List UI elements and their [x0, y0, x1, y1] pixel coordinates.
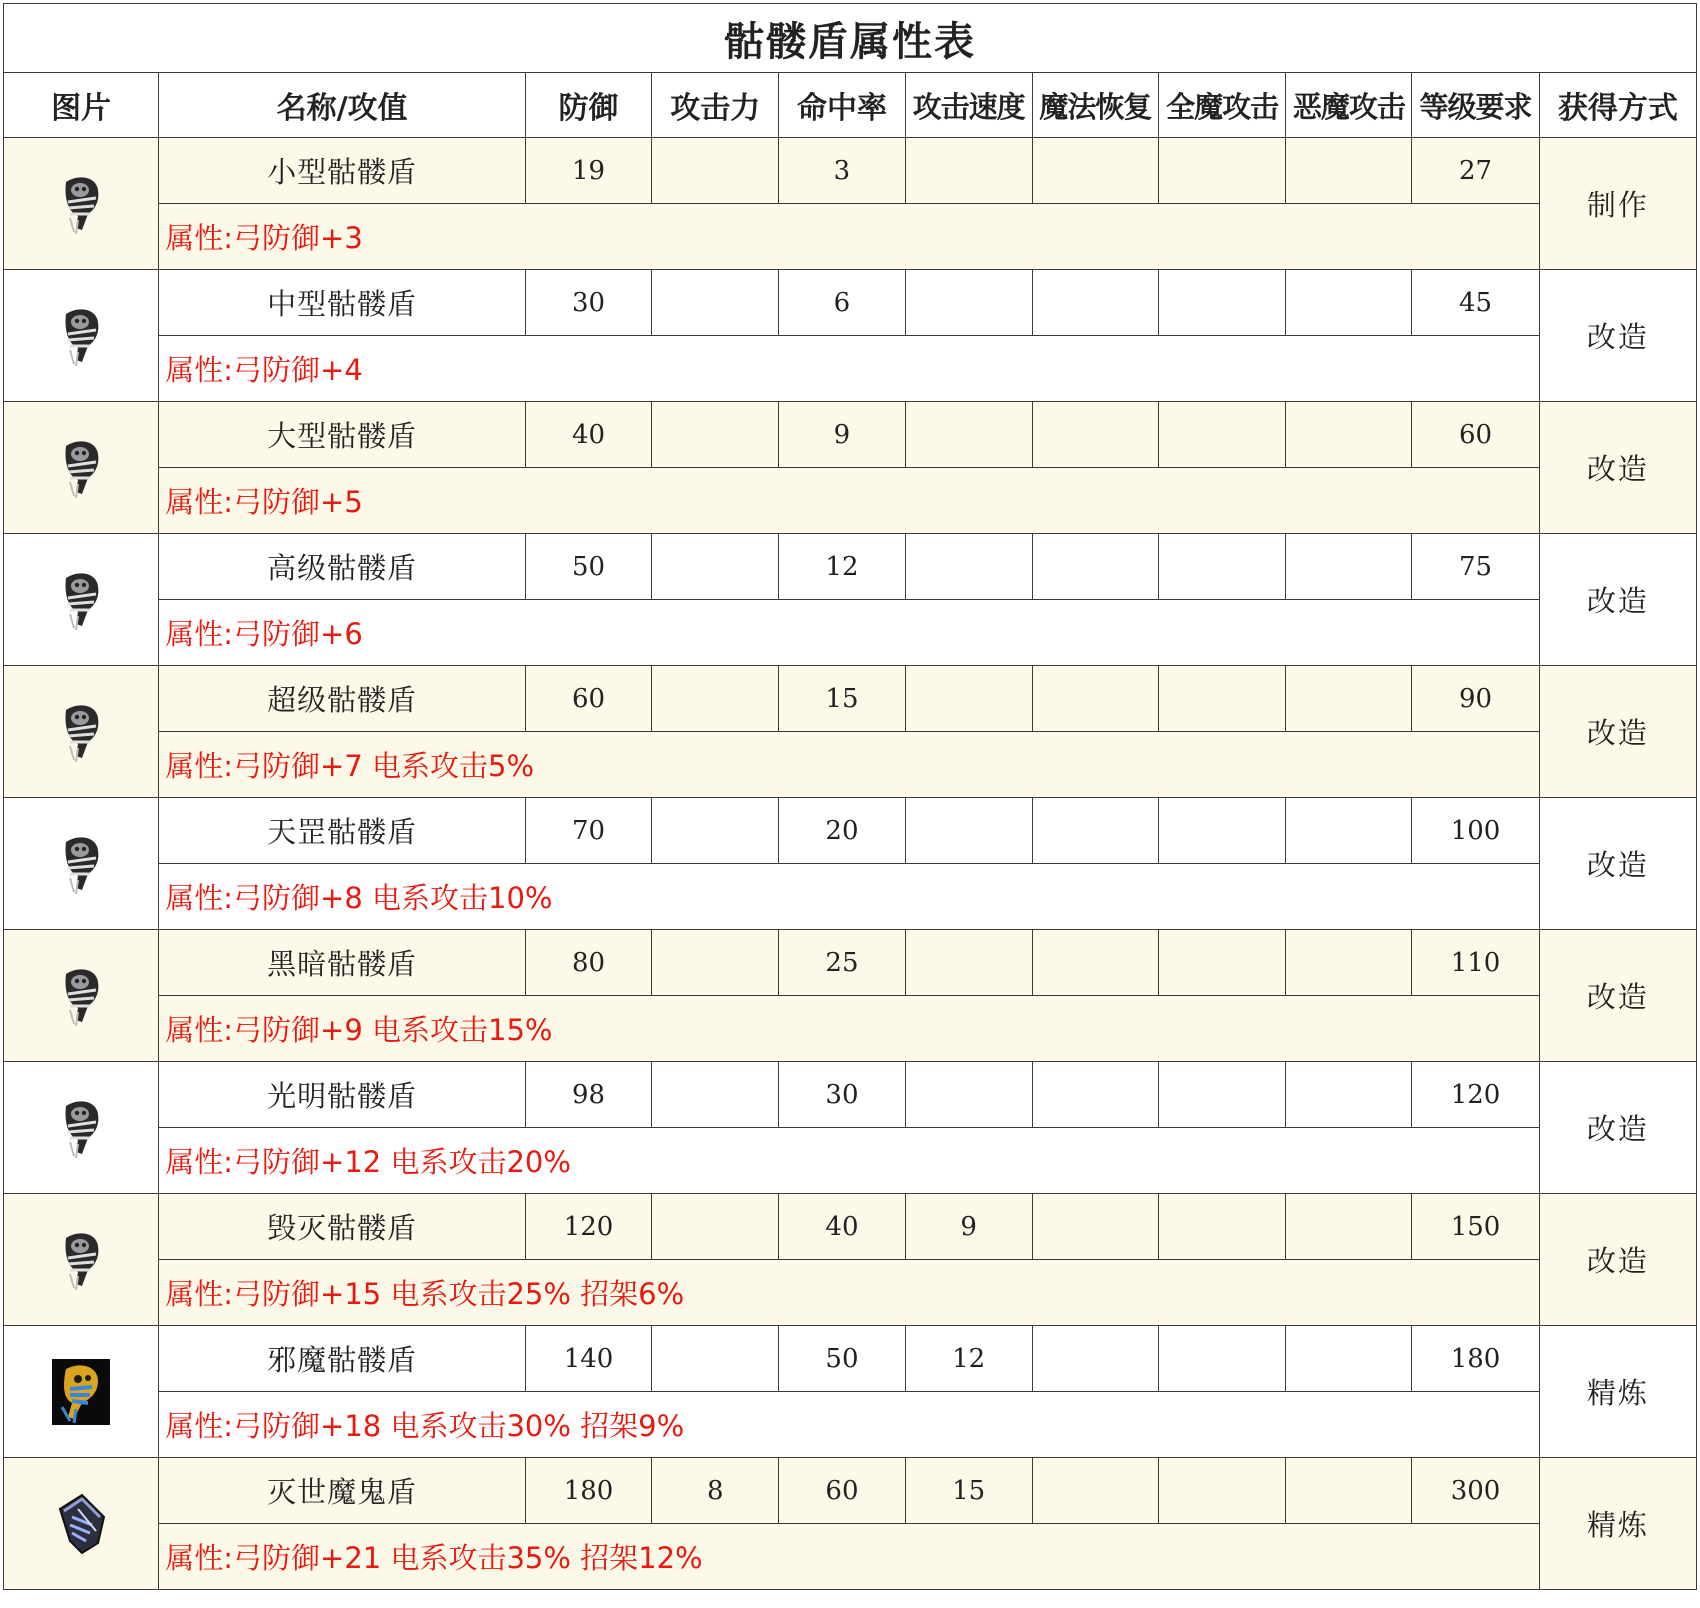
mana-regen-cell [1032, 798, 1158, 864]
mana-regen-cell [1032, 534, 1158, 600]
attack-cell [652, 1194, 779, 1260]
attack-speed-cell [905, 930, 1032, 996]
table-row [4, 666, 1697, 732]
level-cell: 180 [1412, 1326, 1539, 1392]
item-name: 小型骷髅盾 [159, 138, 526, 204]
header-all-magic: 全魔攻击 [1159, 73, 1286, 138]
demon-attack-cell [1286, 930, 1412, 996]
skull-shield-icon [56, 848, 106, 878]
header-image: 图片 [4, 73, 159, 138]
header-defense: 防御 [525, 73, 651, 138]
level-cell: 120 [1412, 1062, 1539, 1128]
defense-cell: 19 [525, 138, 651, 204]
attribute-row [4, 1128, 1697, 1194]
level-cell: 90 [1412, 666, 1539, 732]
demon-shield-icon [52, 1508, 110, 1538]
mana-regen-cell [1032, 1458, 1158, 1524]
attack-cell [652, 138, 779, 204]
item-attributes: 属性:弓防御+21 电系攻击35% 招架12% [159, 1524, 1539, 1590]
item-image-cell [4, 1326, 159, 1458]
item-image-cell [4, 666, 159, 798]
attack-cell [652, 1062, 779, 1128]
mana-regen-cell [1032, 1194, 1158, 1260]
obtain-method: 精炼 [1539, 1326, 1696, 1458]
header-attack-speed: 攻击速度 [905, 73, 1032, 138]
header-level-req: 等级要求 [1412, 73, 1539, 138]
item-image-cell [4, 534, 159, 666]
item-attributes: 属性:弓防御+3 [159, 204, 1539, 270]
all-magic-cell [1159, 1326, 1286, 1392]
skull-shield-icon [56, 188, 106, 218]
level-cell: 75 [1412, 534, 1539, 600]
obtain-method: 改造 [1539, 270, 1696, 402]
level-cell: 110 [1412, 930, 1539, 996]
defense-cell: 70 [525, 798, 651, 864]
all-magic-cell [1159, 666, 1286, 732]
hit-cell: 30 [779, 1062, 905, 1128]
attack-speed-cell [905, 798, 1032, 864]
item-image-cell [4, 930, 159, 1062]
attack-speed-cell [905, 402, 1032, 468]
item-image-cell [4, 1062, 159, 1194]
item-attributes: 属性:弓防御+12 电系攻击20% [159, 1128, 1539, 1194]
skull-shield-icon [56, 320, 106, 350]
all-magic-cell [1159, 270, 1286, 336]
attribute-row [4, 1260, 1697, 1326]
level-cell: 27 [1412, 138, 1539, 204]
header-demon-attack: 恶魔攻击 [1286, 73, 1412, 138]
level-cell: 150 [1412, 1194, 1539, 1260]
obtain-method: 精炼 [1539, 1458, 1696, 1590]
all-magic-cell [1159, 402, 1286, 468]
demon-attack-cell [1286, 1062, 1412, 1128]
item-attributes: 属性:弓防御+5 [159, 468, 1539, 534]
attribute-row [4, 600, 1697, 666]
table-row [4, 534, 1697, 600]
mana-regen-cell [1032, 666, 1158, 732]
all-magic-cell [1159, 138, 1286, 204]
item-attributes: 属性:弓防御+4 [159, 336, 1539, 402]
table-title: 骷髅盾属性表 [4, 4, 1697, 73]
skull-shield-icon [56, 1244, 106, 1274]
hit-cell: 9 [779, 402, 905, 468]
attribute-row [4, 1392, 1697, 1458]
mana-regen-cell [1032, 138, 1158, 204]
evil-skull-shield-icon [52, 1376, 110, 1406]
item-name: 中型骷髅盾 [159, 270, 526, 336]
attack-speed-cell: 9 [905, 1194, 1032, 1260]
defense-cell: 60 [525, 666, 651, 732]
all-magic-cell [1159, 1062, 1286, 1128]
table-row [4, 798, 1697, 864]
item-image-cell [4, 798, 159, 930]
obtain-method: 改造 [1539, 666, 1696, 798]
defense-cell: 40 [525, 402, 651, 468]
table-row [4, 1458, 1697, 1524]
attack-speed-cell [905, 138, 1032, 204]
hit-cell: 40 [779, 1194, 905, 1260]
table-row [4, 402, 1697, 468]
attack-cell [652, 798, 779, 864]
item-image-cell [4, 402, 159, 534]
hit-cell: 3 [779, 138, 905, 204]
obtain-method: 改造 [1539, 798, 1696, 930]
demon-attack-cell [1286, 534, 1412, 600]
item-name: 邪魔骷髅盾 [159, 1326, 526, 1392]
demon-attack-cell [1286, 1326, 1412, 1392]
header-hit: 命中率 [779, 73, 905, 138]
header-attack: 攻击力 [652, 73, 779, 138]
attack-cell [652, 1326, 779, 1392]
attack-cell [652, 534, 779, 600]
header-mana-regen: 魔法恢复 [1032, 73, 1158, 138]
demon-attack-cell [1286, 666, 1412, 732]
level-cell: 45 [1412, 270, 1539, 336]
all-magic-cell [1159, 1194, 1286, 1260]
item-image-cell [4, 1458, 159, 1590]
attack-speed-cell: 12 [905, 1326, 1032, 1392]
level-cell: 60 [1412, 402, 1539, 468]
defense-cell: 50 [525, 534, 651, 600]
table-row [4, 1062, 1697, 1128]
attack-cell: 8 [652, 1458, 779, 1524]
item-name: 超级骷髅盾 [159, 666, 526, 732]
obtain-method: 改造 [1539, 930, 1696, 1062]
table-row [4, 138, 1697, 204]
hit-cell: 20 [779, 798, 905, 864]
attack-cell [652, 666, 779, 732]
attack-speed-cell: 15 [905, 1458, 1032, 1524]
attribute-row [4, 336, 1697, 402]
attribute-row [4, 732, 1697, 798]
hit-cell: 12 [779, 534, 905, 600]
defense-cell: 30 [525, 270, 651, 336]
defense-cell: 98 [525, 1062, 651, 1128]
all-magic-cell [1159, 1458, 1286, 1524]
demon-attack-cell [1286, 138, 1412, 204]
item-attributes: 属性:弓防御+15 电系攻击25% 招架6% [159, 1260, 1539, 1326]
all-magic-cell [1159, 798, 1286, 864]
defense-cell: 80 [525, 930, 651, 996]
attribute-row [4, 1524, 1697, 1590]
item-image-cell [4, 1194, 159, 1326]
hit-cell: 6 [779, 270, 905, 336]
attack-cell [652, 270, 779, 336]
mana-regen-cell [1032, 930, 1158, 996]
obtain-method: 改造 [1539, 534, 1696, 666]
shield-attribute-table [3, 3, 1697, 1590]
attack-speed-cell [905, 666, 1032, 732]
skull-shield-icon [56, 584, 106, 614]
item-name: 高级骷髅盾 [159, 534, 526, 600]
item-attributes: 属性:弓防御+18 电系攻击30% 招架9% [159, 1392, 1539, 1458]
attack-cell [652, 930, 779, 996]
mana-regen-cell [1032, 1062, 1158, 1128]
item-attributes: 属性:弓防御+6 [159, 600, 1539, 666]
defense-cell: 120 [525, 1194, 651, 1260]
item-name: 毁灭骷髅盾 [159, 1194, 526, 1260]
item-name: 大型骷髅盾 [159, 402, 526, 468]
item-name: 天罡骷髅盾 [159, 798, 526, 864]
level-cell: 100 [1412, 798, 1539, 864]
table-row [4, 1326, 1697, 1392]
attack-speed-cell [905, 1062, 1032, 1128]
hit-cell: 50 [779, 1326, 905, 1392]
header-name: 名称/攻值 [159, 73, 526, 138]
item-name: 灭世魔鬼盾 [159, 1458, 526, 1524]
defense-cell: 140 [525, 1326, 651, 1392]
obtain-method: 改造 [1539, 1194, 1696, 1326]
obtain-method: 改造 [1539, 1062, 1696, 1194]
skull-shield-icon [56, 980, 106, 1010]
attack-speed-cell [905, 534, 1032, 600]
attack-cell [652, 402, 779, 468]
header-obtain: 获得方式 [1539, 73, 1696, 138]
item-image-cell [4, 138, 159, 270]
hit-cell: 25 [779, 930, 905, 996]
mana-regen-cell [1032, 1326, 1158, 1392]
attribute-row [4, 204, 1697, 270]
mana-regen-cell [1032, 270, 1158, 336]
attribute-row [4, 996, 1697, 1062]
all-magic-cell [1159, 930, 1286, 996]
skull-shield-icon [56, 716, 106, 746]
table-row [4, 270, 1697, 336]
hit-cell: 60 [779, 1458, 905, 1524]
attack-speed-cell [905, 270, 1032, 336]
skull-shield-icon [56, 452, 106, 482]
demon-attack-cell [1286, 798, 1412, 864]
defense-cell: 180 [525, 1458, 651, 1524]
hit-cell: 15 [779, 666, 905, 732]
table-row [4, 930, 1697, 996]
item-name: 光明骷髅盾 [159, 1062, 526, 1128]
item-image-cell [4, 270, 159, 402]
shield-stats-sheet [3, 3, 1697, 1590]
item-name: 黑暗骷髅盾 [159, 930, 526, 996]
level-cell: 300 [1412, 1458, 1539, 1524]
mana-regen-cell [1032, 402, 1158, 468]
demon-attack-cell [1286, 402, 1412, 468]
item-attributes: 属性:弓防御+7 电系攻击5% [159, 732, 1539, 798]
demon-attack-cell [1286, 1458, 1412, 1524]
skull-shield-icon [56, 1112, 106, 1142]
demon-attack-cell [1286, 270, 1412, 336]
item-attributes: 属性:弓防御+8 电系攻击10% [159, 864, 1539, 930]
obtain-method: 制作 [1539, 138, 1696, 270]
attribute-row [4, 864, 1697, 930]
table-row [4, 1194, 1697, 1260]
demon-attack-cell [1286, 1194, 1412, 1260]
obtain-method: 改造 [1539, 402, 1696, 534]
all-magic-cell [1159, 534, 1286, 600]
attribute-row [4, 468, 1697, 534]
item-attributes: 属性:弓防御+9 电系攻击15% [159, 996, 1539, 1062]
